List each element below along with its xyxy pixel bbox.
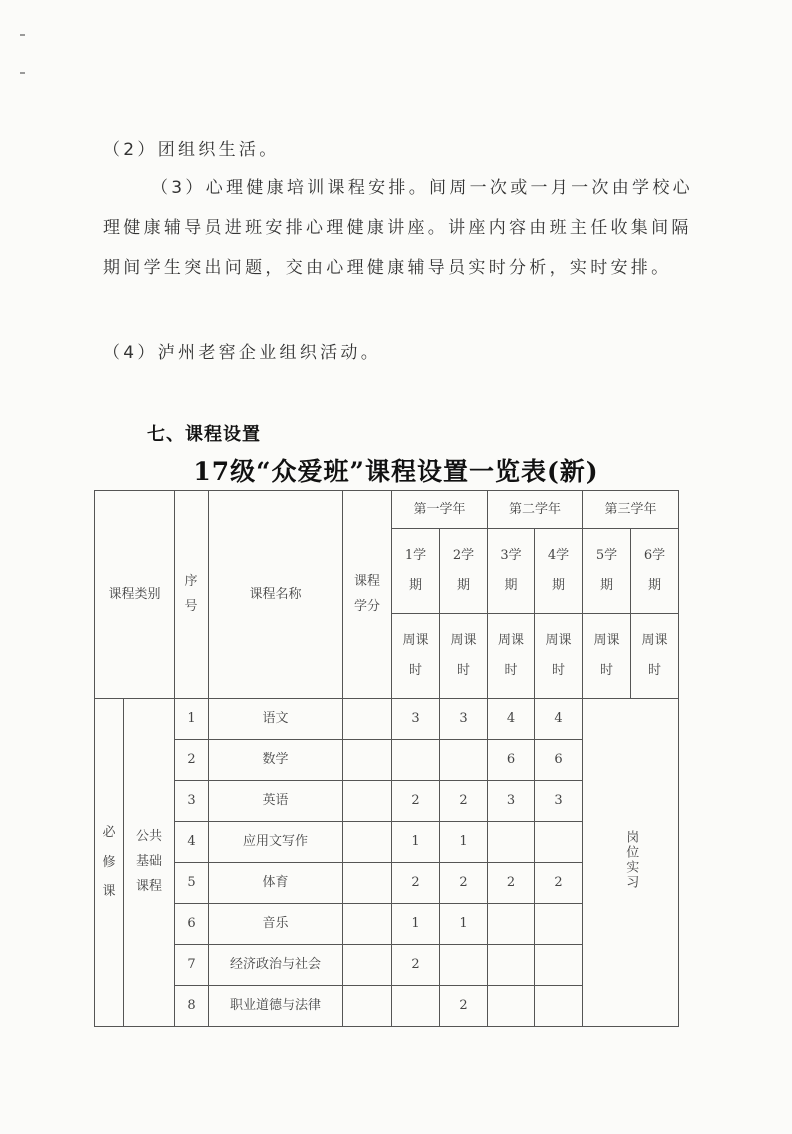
row-s2: 1: [440, 822, 488, 863]
table-row: [95, 699, 679, 740]
header-year-3: 第三学年: [583, 491, 679, 529]
paragraph-3: （4）泸州老窖企业组织活动。: [103, 343, 382, 363]
row-s4: [535, 822, 583, 863]
scan-mark-top: [20, 34, 25, 36]
header-credit: 课程学分: [343, 491, 392, 699]
header-semester-2: 2学期: [440, 529, 488, 614]
row-seq: 4: [175, 822, 209, 863]
header-year-2: 第二学年: [488, 491, 583, 529]
row-seq: 6: [175, 904, 209, 945]
row-s1: 1: [392, 822, 440, 863]
row-s2: 2: [440, 986, 488, 1027]
row-s4: [535, 986, 583, 1027]
row-s1: 2: [392, 781, 440, 822]
row-name: 英语: [209, 781, 343, 822]
group-sub: 公共基础课程: [124, 699, 175, 1027]
row-name: 体育: [209, 863, 343, 904]
header-weekly-6: 周课时: [631, 614, 679, 699]
row-s4: 6: [535, 740, 583, 781]
row-name: 语文: [209, 699, 343, 740]
header-category: 课程类别: [95, 491, 175, 699]
header-weekly-1: 周课时: [392, 614, 440, 699]
paragraph-1: （2）团组织生活。: [103, 140, 280, 160]
row-credit: [343, 740, 392, 781]
header-weekly-4: 周课时: [535, 614, 583, 699]
group-main: 必修课: [95, 699, 124, 1027]
row-s2: 3: [440, 699, 488, 740]
row-seq: 3: [175, 781, 209, 822]
row-s2: 2: [440, 863, 488, 904]
row-s1: 1: [392, 904, 440, 945]
row-credit: [343, 986, 392, 1027]
scan-mark-bottom: [20, 72, 25, 74]
row-s3: 3: [488, 781, 535, 822]
header-seq: 序号: [175, 491, 209, 699]
header-weekly-2: 周课时: [440, 614, 488, 699]
row-s3: [488, 986, 535, 1027]
row-name: 数学: [209, 740, 343, 781]
row-s4: [535, 904, 583, 945]
header-semester-4: 4学期: [535, 529, 583, 614]
header-semester-3: 3学期: [488, 529, 535, 614]
header-semester-5: 5学期: [583, 529, 631, 614]
section-heading: 七、课程设置: [147, 424, 261, 445]
paragraph-2: （3）心理健康培训课程安排。间周一次或一月一次由学校心理健康辅导员进班安排心理健康讲座。讲座内容由班主任收集间隔期间学生突出问题，交由心理健康辅导员实时分析，实时安排。: [103, 178, 693, 278]
row-s3: [488, 945, 535, 986]
row-s4: 4: [535, 699, 583, 740]
row-seq: 2: [175, 740, 209, 781]
row-seq: 1: [175, 699, 209, 740]
row-seq: 8: [175, 986, 209, 1027]
row-s2: [440, 945, 488, 986]
header-weekly-5: 周课时: [583, 614, 631, 699]
row-s3: 6: [488, 740, 535, 781]
row-seq: 7: [175, 945, 209, 986]
row-name: 经济政治与社会: [209, 945, 343, 986]
row-name: 职业道德与法律: [209, 986, 343, 1027]
row-s3: [488, 904, 535, 945]
row-s4: [535, 945, 583, 986]
row-s1: 3: [392, 699, 440, 740]
internship-cell: 岗位实习: [583, 699, 679, 1027]
row-s3: [488, 822, 535, 863]
row-s1: [392, 740, 440, 781]
course-table: [94, 490, 679, 1027]
header-semester-6: 6学期: [631, 529, 679, 614]
header-weekly-3: 周课时: [488, 614, 535, 699]
row-s2: 2: [440, 781, 488, 822]
row-credit: [343, 904, 392, 945]
row-name: 音乐: [209, 904, 343, 945]
row-credit: [343, 699, 392, 740]
row-credit: [343, 781, 392, 822]
header-semester-1: 1学期: [392, 529, 440, 614]
row-s4: 2: [535, 863, 583, 904]
row-s2: [440, 740, 488, 781]
row-s4: 3: [535, 781, 583, 822]
row-seq: 5: [175, 863, 209, 904]
row-s2: 1: [440, 904, 488, 945]
row-s3: 2: [488, 863, 535, 904]
row-name: 应用文写作: [209, 822, 343, 863]
row-s1: 2: [392, 945, 440, 986]
row-credit: [343, 945, 392, 986]
row-s1: 2: [392, 863, 440, 904]
header-name: 课程名称: [209, 491, 343, 699]
header-year-1: 第一学年: [392, 491, 488, 529]
row-credit: [343, 822, 392, 863]
row-s3: 4: [488, 699, 535, 740]
row-credit: [343, 863, 392, 904]
table-title: 17级“众爱班”课程设置一览表(新): [193, 457, 599, 486]
row-s1: [392, 986, 440, 1027]
